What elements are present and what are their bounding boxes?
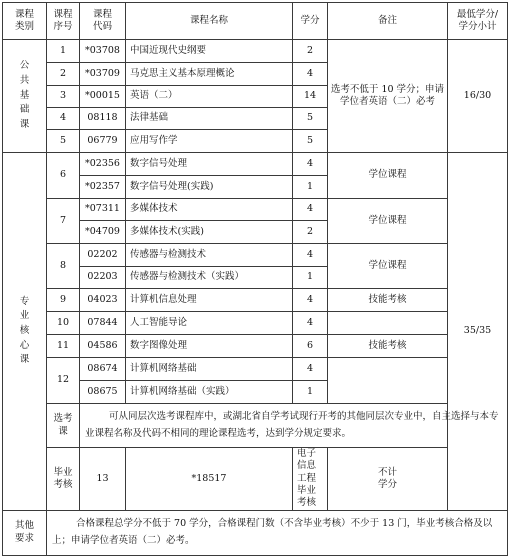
curriculum-table: [2, 2, 508, 556]
course-credit: 1: [293, 267, 328, 289]
elective-text: 可从同层次选考课程库中，或湖北省自学考试现行开考的其他同层次专业中，自主选择与本专业课程名称及代码不相同的理论课程选考，达到学分规定要求。: [80, 404, 508, 448]
course-credit: 2: [293, 40, 328, 63]
course-credit: 6: [293, 335, 328, 358]
other-text: 合格课程总学分不低于 70 学分，合格课程门数（不含毕业考核）不少于 13 门，毕业考核合格及以上；申请学位者英语（二）必考。: [47, 510, 508, 555]
course-credit: 4: [293, 244, 328, 267]
course-note: 学位课程: [328, 199, 448, 244]
course-name: 马克思主义基本原理概论: [126, 63, 293, 86]
header-note: 备注: [328, 3, 448, 40]
course-name: 英语（二）: [126, 86, 293, 108]
header-seq: 课程 序号: [47, 3, 80, 40]
course-name: 电子信息工程毕业考核: [293, 448, 328, 511]
course-code: *02356: [80, 153, 126, 176]
course-seq: 9: [47, 289, 80, 312]
course-credit: 5: [293, 108, 328, 130]
course-name: 应用写作学: [126, 130, 293, 153]
course-seq: 12: [47, 358, 80, 404]
course-note: 学位课程: [328, 244, 448, 289]
table-row: [3, 289, 508, 312]
other-row: [3, 510, 508, 555]
course-note: 学位课程: [328, 153, 448, 199]
header-row: [3, 3, 508, 40]
course-code: *03709: [80, 63, 126, 86]
course-credit: 1: [293, 176, 328, 199]
course-name: 计算机网络基础（实践）: [126, 381, 293, 404]
major-min-cell: 35/35: [448, 153, 508, 511]
elective-row: [3, 404, 508, 448]
major-category-cell: 专 业 核 心 课: [3, 153, 47, 511]
course-code: 08675: [80, 381, 126, 404]
elective-label: 选考课: [47, 404, 80, 448]
course-name: 多媒体技术(实践): [126, 221, 293, 244]
graduation-row: [3, 448, 508, 511]
course-credit: 14: [293, 86, 328, 108]
course-credit: 4: [293, 289, 328, 312]
course-seq: 5: [47, 130, 80, 153]
public-category-cell: 公 共 基 础 课: [3, 40, 47, 153]
course-credit: 不计 学分: [328, 448, 448, 511]
header-min: 最低学分/ 学分小计: [448, 3, 508, 40]
course-name: 中国近现代史纲要: [126, 40, 293, 63]
table-row: [3, 153, 508, 176]
course-credit: 4: [293, 63, 328, 86]
course-seq: 2: [47, 63, 80, 86]
table-row: [3, 358, 508, 381]
course-name: 传感器与检测技术（实践）: [126, 267, 293, 289]
course-code: *07311: [80, 199, 126, 221]
course-credit: 4: [293, 358, 328, 381]
course-seq: 7: [47, 199, 80, 244]
course-credit: 4: [293, 153, 328, 176]
course-credit: 2: [293, 221, 328, 244]
course-name: 人工智能导论: [126, 312, 293, 335]
course-seq: 8: [47, 244, 80, 289]
course-name: 传感器与检测技术: [126, 244, 293, 267]
course-code: 06779: [80, 130, 126, 153]
course-code: *00015: [80, 86, 126, 108]
other-label: 其他 要求: [3, 510, 47, 555]
table-row: [3, 244, 508, 267]
course-note: 技能考核: [328, 335, 448, 358]
course-credit: 4: [293, 312, 328, 335]
course-name: 数字信号处理(实践): [126, 176, 293, 199]
course-name: 数字图像处理: [126, 335, 293, 358]
course-code: 08674: [80, 358, 126, 381]
course-name: 法律基础: [126, 108, 293, 130]
header-credit: 学分: [293, 3, 328, 40]
graduation-label: 毕业 考核: [47, 448, 80, 511]
course-credit: 4: [293, 199, 328, 221]
course-note: [328, 312, 448, 335]
course-credit: 5: [293, 130, 328, 153]
course-code: 04586: [80, 335, 126, 358]
table-row: [3, 199, 508, 221]
course-note: [328, 358, 448, 404]
course-code: *04709: [80, 221, 126, 244]
course-credit: 1: [293, 381, 328, 404]
course-name: 计算机信息处理: [126, 289, 293, 312]
course-code: 04023: [80, 289, 126, 312]
course-code: *18517: [126, 448, 293, 511]
course-seq: 6: [47, 153, 80, 199]
course-seq: 1: [47, 40, 80, 63]
course-code: 02203: [80, 267, 126, 289]
course-code: *03708: [80, 40, 126, 63]
course-seq: 4: [47, 108, 80, 130]
header-code: 课程 代码: [80, 3, 126, 40]
course-name: 数字信号处理: [126, 153, 293, 176]
header-name: 课程名称: [126, 3, 293, 40]
course-name: 计算机网络基础: [126, 358, 293, 381]
course-seq: 3: [47, 86, 80, 108]
header-category: 课程 类别: [3, 3, 47, 40]
table-row: [3, 312, 508, 335]
course-seq: 13: [80, 448, 126, 511]
table-row: [3, 335, 508, 358]
public-note-cell: 选考不低于 10 学分；申请学位者英语（二）必考: [328, 40, 448, 153]
course-code: 07844: [80, 312, 126, 335]
table-row: [3, 40, 508, 63]
course-seq: 11: [47, 335, 80, 358]
course-code: 02202: [80, 244, 126, 267]
public-min-cell: 16/30: [448, 40, 508, 153]
course-code: 08118: [80, 108, 126, 130]
course-seq: 10: [47, 312, 80, 335]
course-name: 多媒体技术: [126, 199, 293, 221]
course-note: 技能考核: [328, 289, 448, 312]
course-code: *02357: [80, 176, 126, 199]
